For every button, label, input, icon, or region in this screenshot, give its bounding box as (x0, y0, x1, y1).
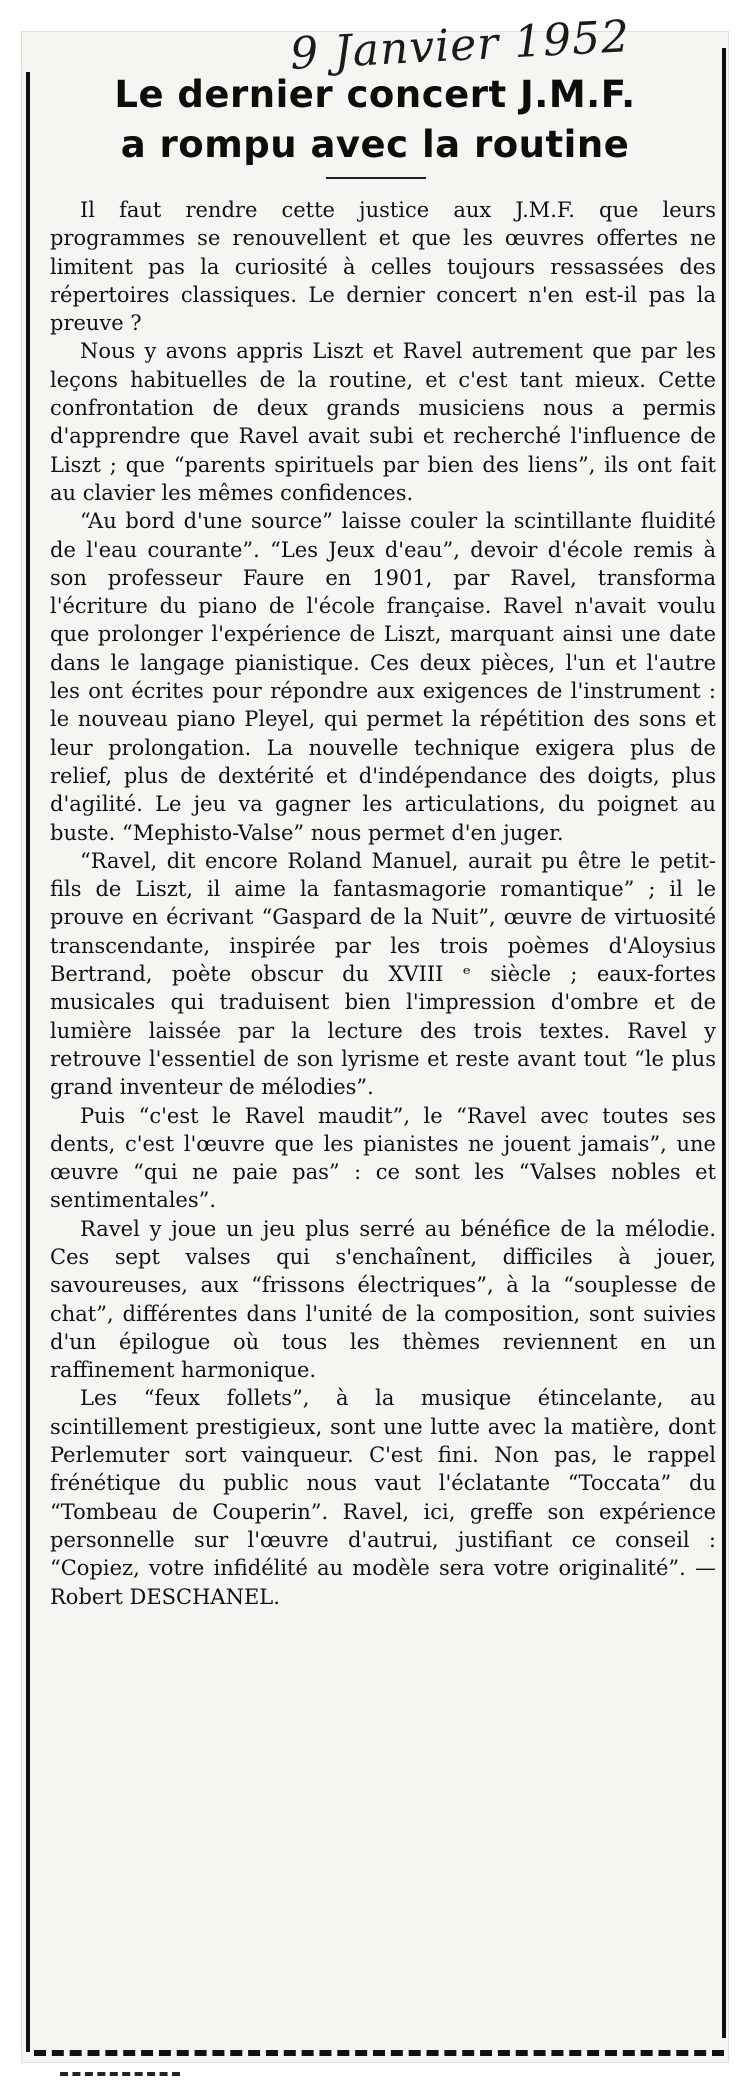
handwritten-date: 9 Janvier 1952 (288, 11, 632, 80)
author-signature: — Robert DESCHANEL. (50, 1556, 716, 1609)
paragraph: Puis “c'est le Ravel maudit”, le “Ravel avec toutes ses dents, c'est l'œuvre que les pianistes ne jouent jamais”, une œuvre “qui ne paie pas” : ce sont les “Valses nobles et sentimentales”. (50, 1103, 716, 1213)
headline-rule (326, 177, 426, 179)
paragraph: “Ravel, dit encore Roland Manuel, aurait pu être le petit-fils de Liszt, il aime la fantasmagorie romantique” ; il le prouve en écrivant “Gaspard de la Nuit”, œuvre de virtuosité transcendante, inspirée par les trois poèmes d'Aloysius Bertrand, poète obscur du XVIII ᵉ siècle ; eaux-fortes musicales qui traduisent bien l'impression d'ombre et de lumière laissée par la lecture des trois textes. Ravel y retrouve l'essentiel de son lyrisme et reste avant tout “le plus grand inventeur de mélodies”. (50, 848, 716, 1100)
paragraph: Nous y avons appris Liszt et Ravel autrement que par les leçons habituelles de la routine, et c'est tant mieux. Cette confrontation de deux grands musiciens nous a permis d'apprendre que Ravel avait subi et recherché l'influence de Liszt ; que “parents spirituels par bien des liens”, ils ont fait au clavier les mêmes confidences. (50, 339, 716, 505)
clipping-border-right (722, 48, 726, 2038)
headline-line-2: a rompu avec la routine (120, 123, 630, 166)
clipping-border-left (26, 72, 30, 2052)
clipping-border-fragment (60, 2072, 180, 2076)
article-body (50, 196, 716, 1611)
paragraph-last (50, 1384, 716, 1610)
paragraph: Il faut rendre cette justice aux J.M.F. que leurs programmes se renouvellent et que les œuvres offertes ne limitent pas la curiosité à celles toujours ressassées des répertoires classiques. Le dernier concert n'en est-il pas la preuve ? (50, 198, 716, 336)
clipping-border-bottom (34, 2050, 724, 2056)
article-headline (40, 70, 710, 170)
paragraph: Ravel y joue un jeu plus serré au bénéfice de la mélodie. Ces sept valses qui s'enchaînent, difficiles à jouer, savoureuses, aux “frissons électriques”, à la “souplesse de chat”, différentes dans l'unité de la composition, sont suivies d'un épilogue où tous les thèmes reviennent en un raffinement harmonique. (50, 1216, 716, 1383)
paragraph-text: Les “feux follets”, à la musique étincelante, au scintillement prestigieux, sont une lutte avec la matière, dont Perlemuter sort vainqueur. C'est fini. Non pas, le rappel frénétique du public nous vaut l'éclatante “Toccata” du “Tombeau de Couperin”. Ravel, ici, greffe son expérience personnelle sur l'œuvre d'autrui, justifiant ce conseil : “Copiez, votre infidélité au modèle sera votre originalité”. (50, 1386, 716, 1581)
paragraph: “Au bord d'une source” laisse couler la scintillante fluidité de l'eau courante”. “Les Jeux d'eau”, devoir d'école remis à son professeur Faure en 1901, par Ravel, transforma l'écriture du piano de l'école française. Ravel n'avait voulu que prolonger l'expérience de Liszt, marquant ainsi une date dans le langage pianistique. Ces deux pièces, l'un et l'autre les ont écrites pour répondre aux exigences de l'instrument : le nouveau piano Pleyel, qui permet la répétition des sons et leur prolongation. La nouvelle technique exigera plus de relief, plus de dextérité et d'indépendance des doigts, plus d'agilité. Le jeu va gagner les articulations, du poignet au buste. “Mephisto-Valse” nous permet d'en juger. (50, 509, 716, 845)
headline-line-1: Le dernier concert J.M.F. (114, 73, 636, 116)
